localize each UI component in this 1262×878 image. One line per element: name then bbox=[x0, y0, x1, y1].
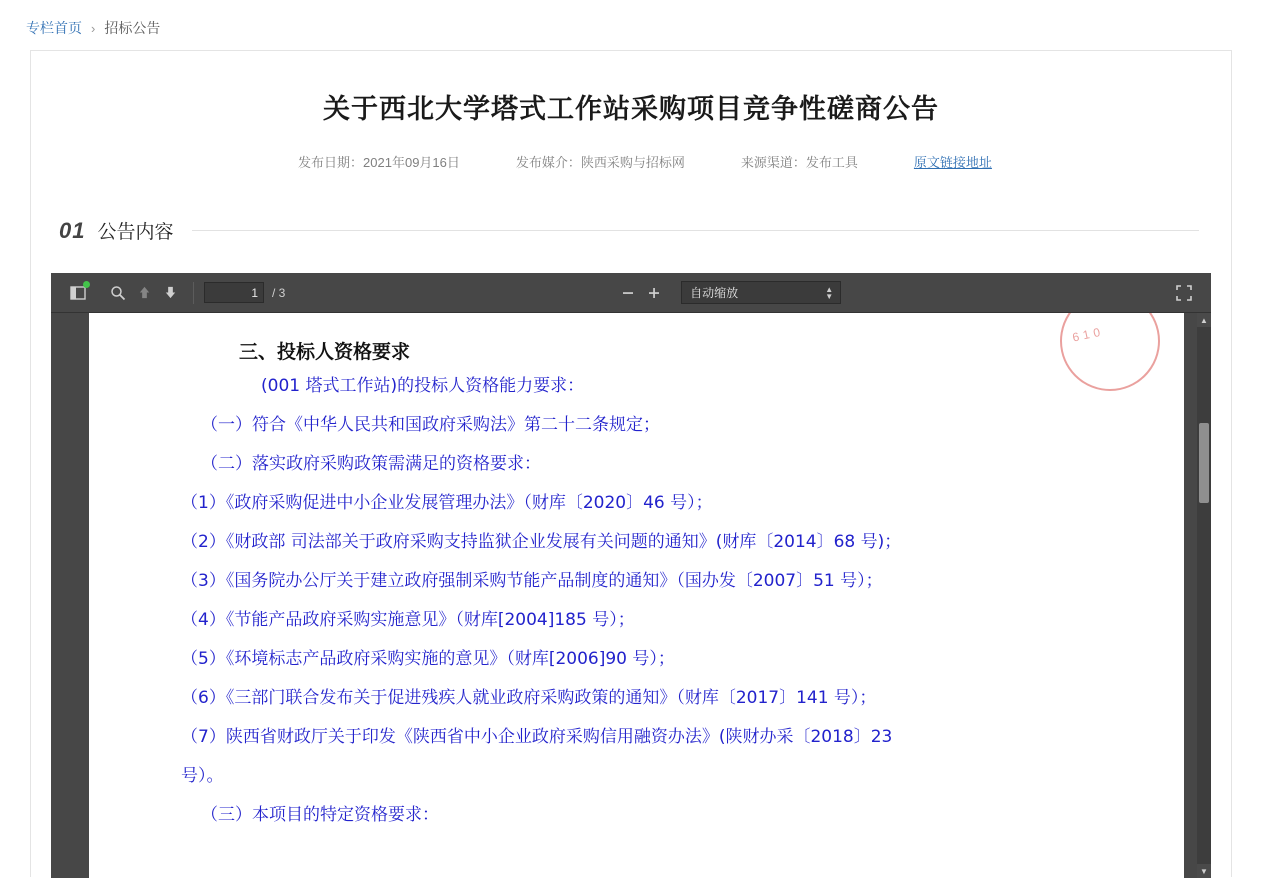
pdf-page-area bbox=[51, 313, 1211, 878]
pdf-paragraph: （6）《三部门联合发布关于促进残疾人就业政府采购政策的通知》（财库〔2017〕141 号）； bbox=[181, 688, 877, 708]
plus-icon[interactable] bbox=[641, 280, 667, 306]
page-title: 关于西北大学塔式工作站采购项目竞争性磋商公告 bbox=[323, 94, 939, 124]
breadcrumb-home-link[interactable]: 专栏首页 bbox=[26, 20, 82, 36]
pdf-paragraph: （3）《国务院办公厅关于建立政府强制采购节能产品制度的通知》（国办发〔2007〕51 号）； bbox=[181, 571, 883, 591]
breadcrumb-current: 招标公告 bbox=[104, 20, 161, 36]
pdf-paragraph: （2）《财政部 司法部关于政府采购支持监狱企业发展有关问题的通知》(财库〔2014〕68 号)； bbox=[181, 532, 902, 552]
pdf-paragraph: （4）《节能产品政府采购实施意见》（财库[2004]185 号）； bbox=[181, 610, 635, 630]
scroll-up-icon[interactable]: ▲ bbox=[1197, 313, 1211, 327]
pdf-paragraph: （二）落实政府采购政策需满足的资格要求： bbox=[201, 454, 541, 474]
zoom-select-value: 自动缩放 bbox=[690, 286, 739, 300]
original-link[interactable]: 原文链接地址 bbox=[913, 155, 992, 170]
publish-date: 发布日期：2021年09月16日 bbox=[298, 155, 460, 170]
pdf-paragraph: 号）。 bbox=[181, 766, 224, 786]
section-title: 公告内容 bbox=[97, 222, 174, 243]
publish-media: 发布媒介：陕西采购与招标网 bbox=[515, 155, 685, 170]
pdf-heading: 三、投标人资格要求 bbox=[239, 341, 411, 363]
seal-text: 610 bbox=[1071, 324, 1106, 345]
pdf-viewer bbox=[51, 273, 1211, 878]
sidebar-toggle-icon[interactable] bbox=[65, 280, 91, 306]
pdf-scrollbar[interactable] bbox=[1197, 313, 1211, 878]
section-header bbox=[59, 217, 1199, 244]
page-total-label: / 3 bbox=[272, 285, 286, 300]
zoom-controls bbox=[615, 280, 841, 306]
pdf-paragraph: （5）《环境标志产品政府采购实施的意见》（财库[2006]90 号）； bbox=[181, 649, 675, 669]
sidebar-active-indicator bbox=[83, 281, 90, 288]
chevron-updown-icon: ▲ ▼ bbox=[825, 284, 834, 301]
section-divider bbox=[192, 230, 1200, 231]
source-channel: 来源渠道：发布工具 bbox=[740, 155, 858, 170]
breadcrumb bbox=[0, 0, 1262, 56]
minus-icon[interactable] bbox=[615, 280, 641, 306]
fullscreen-icon[interactable] bbox=[1171, 280, 1197, 306]
pdf-paragraph: （三）本项目的特定资格要求： bbox=[201, 805, 439, 825]
pdf-paragraph: （7）陕西省财政厅关于印发《陕西省中小企业政府采购信用融资办法》(陕财办采〔2018〕23 bbox=[181, 727, 893, 747]
pdf-toolbar bbox=[51, 273, 1211, 313]
pdf-text-content bbox=[89, 313, 1184, 824]
scrollbar-thumb[interactable] bbox=[1199, 423, 1209, 503]
pdf-paragraph: （一）符合《中华人民共和国政府采购法》第二十二条规定； bbox=[201, 415, 660, 435]
announcement-card bbox=[30, 50, 1232, 877]
article-meta bbox=[31, 152, 1231, 171]
search-icon[interactable] bbox=[105, 280, 131, 306]
section-number: 01 bbox=[59, 217, 86, 243]
zoom-select[interactable] bbox=[681, 281, 841, 304]
breadcrumb-separator-icon: › bbox=[91, 20, 96, 36]
page-number-input[interactable] bbox=[204, 282, 264, 303]
arrow-up-icon[interactable] bbox=[131, 280, 157, 306]
scroll-down-icon[interactable]: ▼ bbox=[1197, 864, 1211, 878]
pdf-page bbox=[89, 313, 1184, 878]
toolbar-divider bbox=[193, 282, 194, 304]
pdf-paragraph: （1）《政府采购促进中小企业发展管理办法》（财库〔2020〕46 号）； bbox=[181, 493, 713, 513]
pdf-paragraph: (001 塔式工作站)的投标人资格能力要求： bbox=[261, 376, 585, 396]
arrow-down-icon[interactable] bbox=[157, 280, 183, 306]
